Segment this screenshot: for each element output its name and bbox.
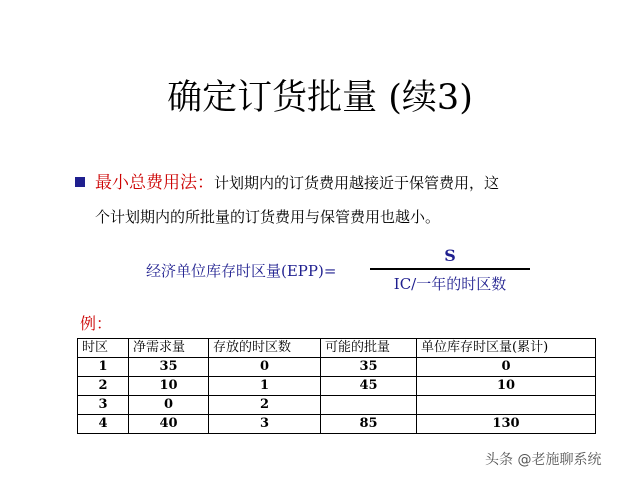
method-term: 最小总费用法： [95,173,214,193]
table-cell: 35 [129,358,209,377]
table-cell: 2 [78,377,129,396]
table-cell: 3 [209,415,321,434]
formula-denominator: IC/一年的时区数 [393,275,507,293]
header-net-demand: 净需求量 [129,339,209,358]
method-description-1: 计划期内的订货费用越接近于保管费用，这 [214,174,500,192]
table-cell: 1 [209,377,321,396]
table-header-row [78,339,596,358]
table-cell: 40 [129,415,209,434]
lot-size-table [77,338,596,434]
method-description-2: 个计划期内的所批量的订货费用与保管费用也越小。 [95,208,441,226]
square-bullet-icon [75,177,85,187]
table-cell: 0 [129,396,209,415]
table-cell: 4 [78,415,129,434]
table-cell: 0 [417,358,596,377]
table-cell: 10 [417,377,596,396]
table-cell [417,396,596,415]
header-possible-lot: 可能的批量 [321,339,417,358]
header-period: 时区 [78,339,129,358]
slide-title: 确定订货批量 (续3) [167,78,473,118]
method-line-1 [75,172,499,194]
table-row [78,358,596,377]
table-row [78,415,596,434]
header-cumulative-part-periods: 单位库存时区量(累计) [417,339,596,358]
table-cell: 130 [417,415,596,434]
formula-label: 经济单位库存时区量(EPP)= [146,262,337,280]
table-cell: 10 [129,377,209,396]
table-row [78,396,596,415]
table-cell [321,396,417,415]
table-cell: 2 [209,396,321,415]
table-cell: 35 [321,358,417,377]
table-cell: 0 [209,358,321,377]
table-cell: 45 [321,377,417,396]
table-cell: 85 [321,415,417,434]
header-periods-held: 存放的时区数 [209,339,321,358]
formula-numerator: S [444,246,456,265]
fraction-bar [370,268,530,270]
example-label: 例： [80,314,113,333]
table-cell: 1 [78,358,129,377]
table-row [78,377,596,396]
watermark: 头条 @老施聊系统 [485,452,602,468]
table-cell: 3 [78,396,129,415]
